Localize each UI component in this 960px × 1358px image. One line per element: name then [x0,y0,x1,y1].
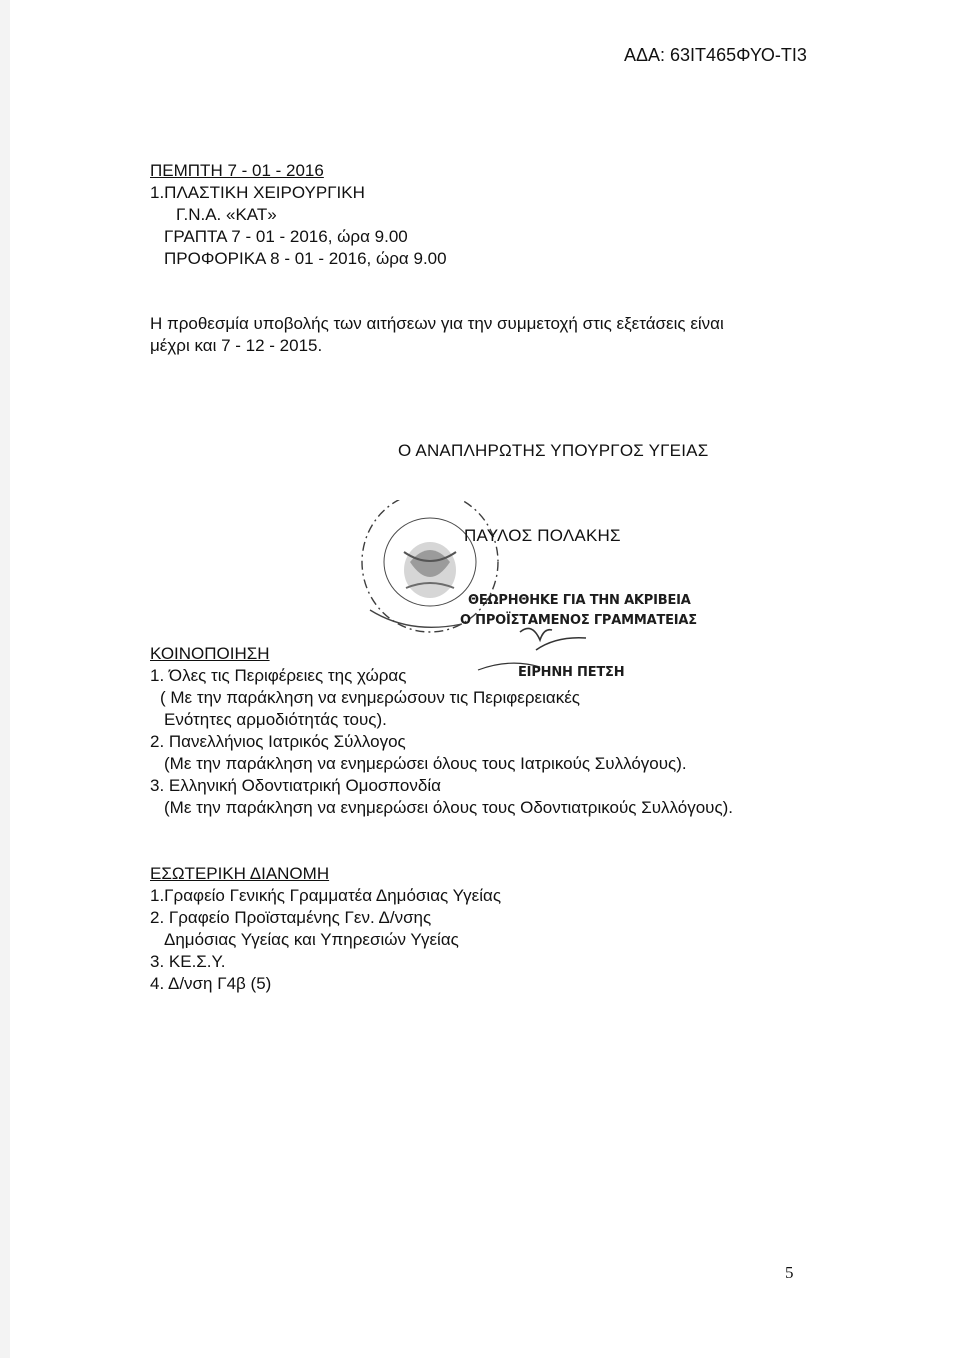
internal-heading: ΕΣΩΤΕΡΙΚΗ ΔΙΑΝΟΜΗ [150,864,330,883]
exam-specialty: 1.ΠΛΑΣΤΙΚΗ ΧΕΙΡΟΥΡΓΙΚΗ [150,183,365,202]
stamp-certified-line-1: ΘΕΩΡΗΘΗΚΕ ΓΙΑ ΤΗΝ ΑΚΡΙΒΕΙΑ [468,593,691,608]
notification-item-3-note: (Με την παράκληση να ενημερώσει όλους τους Οδοντιατρικούς Συλλόγους). [164,798,734,817]
minister-name: ΠΑΥΛΟΣ ΠΟΛΑΚΗΣ [464,526,621,545]
stamp-certified-name: ΕΙΡΗΝΗ ΠΕΤΣΗ [518,665,625,680]
exam-oral: ΠΡΟΦΟΡΙΚΑ 8 - 01 - 2016, ώρα 9.00 [164,249,447,268]
minister-title: Ο ΑΝΑΠΛΗΡΩΤΗΣ ΥΠΟΥΡΓΟΣ ΥΓΕΙΑΣ [398,441,709,460]
notification-item-2: 2. Πανελλήνιος Ιατρικός Σύλλογος [150,732,406,751]
internal-item-2-continued: Δημόσιας Υγείας και Υπηρεσιών Υγείας [164,930,459,949]
notification-item-1-note-a: ( Με την παράκληση να ενημερώσουν τις Περιφερειακές [160,688,580,707]
notification-heading: ΚΟΙΝΟΠΟΙΗΣΗ [150,644,270,663]
page-number: 5 [785,1263,794,1282]
internal-item-4: 4. Δ/νση Γ4β (5) [150,974,272,993]
internal-item-3: 3. ΚΕ.Σ.Υ. [150,952,226,971]
exam-date: ΠΕΜΠΤΗ 7 - 01 - 2016 [150,161,324,180]
ada-code: ΑΔΑ: 63ΙΤ465ΦΥΟ-ΤΙ3 [624,45,807,65]
notification-item-2-note: (Με την παράκληση να ενημερώσει όλους τους Ιατρικούς Συλλόγους). [164,754,687,773]
internal-item-1: 1.Γραφείο Γενικής Γραμματέα Δημόσιας Υγείας [150,886,502,905]
notification-item-1-note-b: Ενότητες αρμοδιότητάς τους). [164,710,387,729]
scan-page-edge [0,0,10,1358]
exam-written: ΓΡΑΠΤΑ 7 - 01 - 2016, ώρα 9.00 [164,227,408,246]
internal-item-2: 2. Γραφείο Προϊσταμένης Γεν. Δ/νσης [150,908,432,927]
deadline-line-2: μέχρι και 7 - 12 - 2015. [150,336,323,355]
stamp-certified-line-2: Ο ΠΡΟΪΣΤΑΜΕΝΟΣ ΓΡΑΜΜΑΤΕΙΑΣ [460,613,697,628]
notification-item-3: 3. Ελληνική Οδοντιατρική Ομοσπονδία [150,776,441,795]
notification-item-1: 1. Όλες τις Περιφέρειες της χώρας [150,666,407,685]
exam-hospital: Γ.Ν.Α. «ΚΑΤ» [176,205,277,224]
deadline-line-1: Η προθεσμία υποβολής των αιτήσεων για την συμμετοχή στις εξετάσεις είναι [150,314,724,333]
